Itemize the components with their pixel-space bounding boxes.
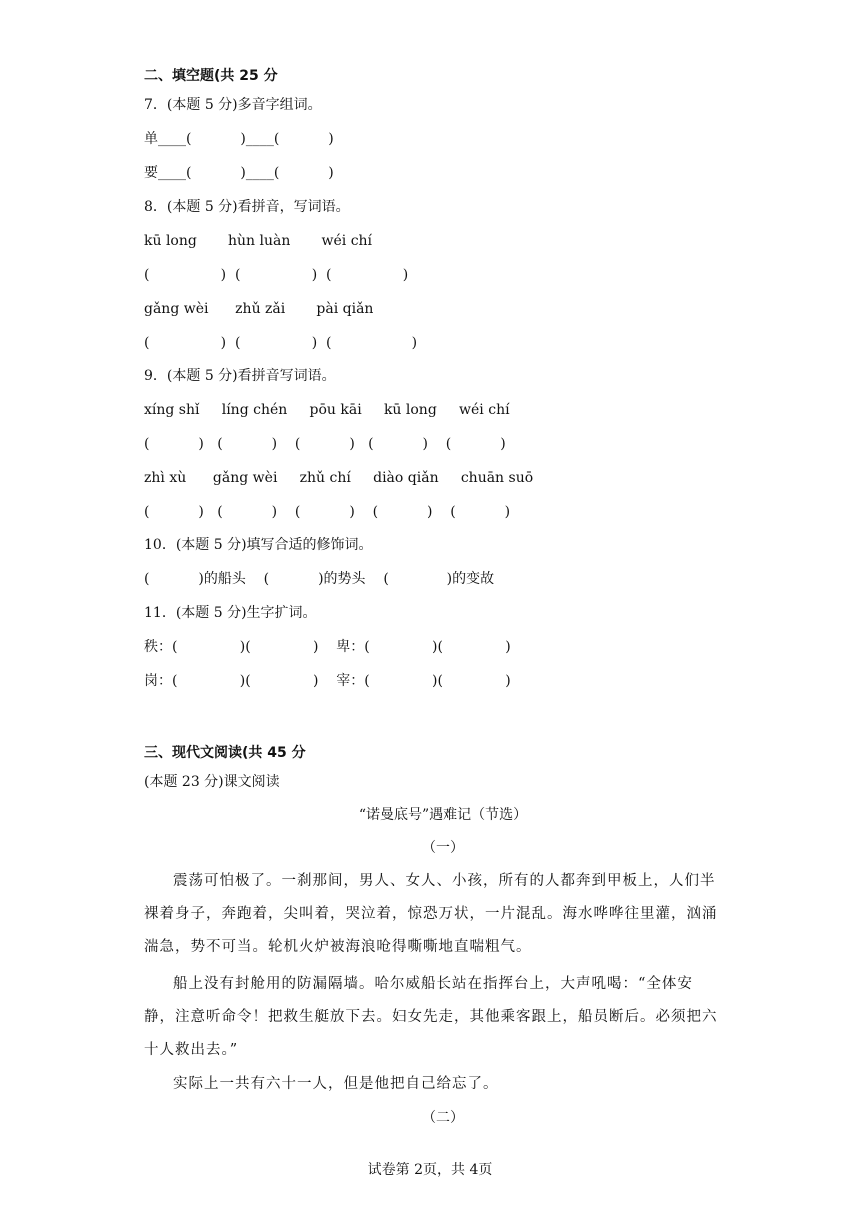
passage-paragraph: 实际上一共有六十一人，但是他把自己给忘了。 — [173, 1076, 499, 1092]
question-8-pinyin-2: gǎng wèi zhǔ zǎi pài qiǎn — [144, 301, 374, 317]
question-10-line-1: ( )的船头 ( )的势头 ( )的变故 — [144, 571, 495, 587]
section-heading-fill-in: 二、填空题(共 25 分 — [144, 68, 278, 84]
question-7-line-1: 单____( )____( ) — [144, 131, 334, 147]
passage-part-1-label: （一） — [422, 840, 464, 856]
question-9-blanks-1: ( ) ( ) ( ) ( ) ( ) — [144, 436, 506, 452]
question-7-title: 7．(本题 5 分)多音字组词。 — [144, 97, 322, 113]
passage-part-2-label: （二） — [422, 1110, 464, 1126]
question-11-line-2: 岗：( )( ) 宰：( )( ) — [144, 673, 511, 689]
question-9-title: 9．(本题 5 分)看拼音写词语。 — [144, 368, 336, 384]
passage-title: “诺曼底号”遇难记（节选） — [358, 807, 528, 823]
passage-paragraph: 震荡可怕极了。一刹那间，男人、女人、小孩，所有的人都奔到甲板上，人们半裸着身子，奔跑着，尖叫着，哭泣着，惊恐万状，一片混乱。海水哗哗往里灌，汹涌湍急，势不可当。轮机火炉被海浪呛得嘶嘶地直喘粗气。 — [144, 873, 718, 955]
passage-paragraph: 船上没有封舱用的防漏隔墙。哈尔威船长站在指挥台上，大声吼喝：“全体安静，注意听命令！把救生艇放下去。妇女先走，其他乘客跟上，船员断后。必须把六十人救出去。” — [144, 976, 718, 1058]
question-9-pinyin-2: zhì xù gǎng wèi zhǔ chí diào qiǎn chuān suō — [144, 470, 534, 486]
question-10-title: 10．(本题 5 分)填写合适的修饰词。 — [144, 537, 373, 553]
question-8-pinyin-1: kū long hùn luàn wéi chí — [144, 233, 373, 249]
question-9-pinyin-1: xíng shǐ líng chén pōu kāi kū long wéi chí — [144, 402, 510, 418]
question-8-blanks-1: ( ) ( ) ( ) — [144, 267, 409, 283]
question-8-title: 8．(本题 5 分)看拼音，写词语。 — [144, 199, 350, 215]
question-11-title: 11．(本题 5 分)生字扩词。 — [144, 605, 317, 621]
question-9-blanks-2: ( ) ( ) ( ) ( ) ( ) — [144, 504, 511, 520]
question-7-line-2: 要____( )____( ) — [144, 165, 334, 181]
question-11-line-1: 秩：( )( ) 卑：( )( ) — [144, 639, 511, 655]
question-8-blanks-2: ( ) ( ) ( ) — [144, 335, 418, 351]
reading-intro: (本题 23 分)课文阅读 — [144, 774, 280, 790]
section-heading-reading: 三、现代文阅读(共 45 分 — [144, 745, 306, 761]
page-footer: 试卷第 2页，共 4页 — [367, 1162, 493, 1178]
